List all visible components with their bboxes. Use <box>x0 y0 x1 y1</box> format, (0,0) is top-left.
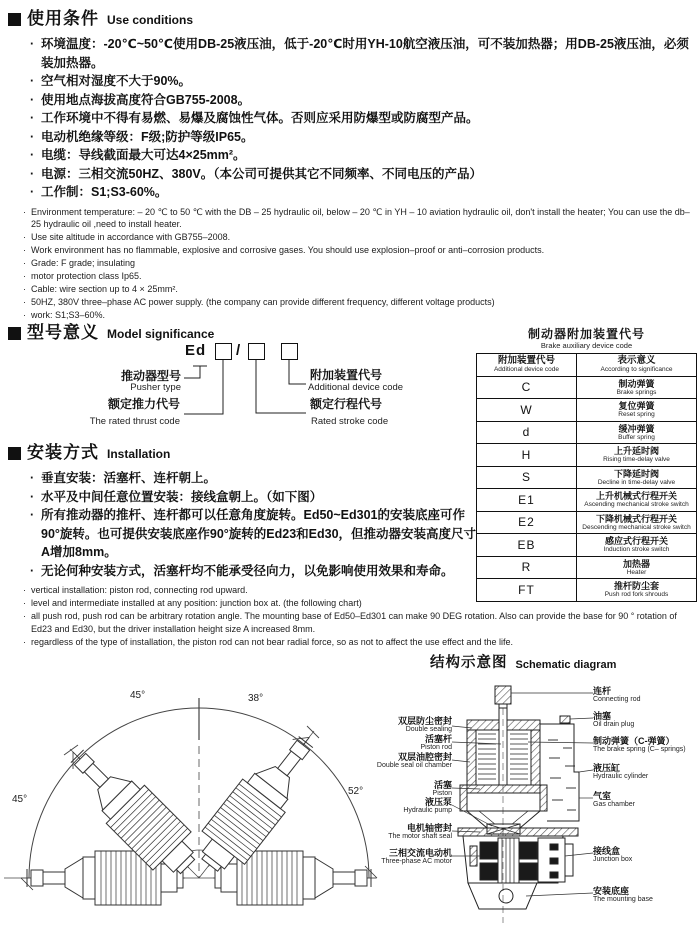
list-item: · 工作环境中不得有易燃、易爆及腐蚀性气体。否则应采用防爆型或防腐型产品。 <box>28 109 694 128</box>
device-meaning <box>576 377 696 399</box>
callout-motor-shaft-seal <box>330 823 452 841</box>
callout-en: Piston <box>432 790 452 797</box>
device-code: FT <box>518 582 535 597</box>
meaning-cn: 上升延时阀 <box>613 446 659 457</box>
table-row <box>477 421 696 444</box>
list-item: · Environment temperature: – 20 ℃ to 50 ℃ with the DB – 25 hydraulic oil, below – 20 ℃ in YH – 10 aviation hydraulic oil, don't install the heater; You can use the db–25 hydraulic oil ,need to install heater. <box>22 206 694 232</box>
callout-cn: 接线盒 <box>593 846 621 856</box>
callout-cn: 气室 <box>593 791 612 801</box>
list-item: · 电缆：导线截面最大可达4×25mm²。 <box>28 146 694 165</box>
brake-table-title-cn: 制动器附加装置代号 <box>527 327 645 341</box>
meaning-cn: 加热器 <box>622 558 650 569</box>
section-use-conditions <box>8 10 694 322</box>
callout-connecting-rod <box>593 686 699 704</box>
meaning-cn: 复位弹簧 <box>618 401 655 412</box>
model-significance-header <box>8 324 470 342</box>
list-item: · motor protection class Ip65. <box>22 270 694 283</box>
brake-table-title <box>476 328 697 350</box>
callout-en: Piston rod <box>420 744 452 751</box>
list-item: · Use site altitude in accordance with GB755–2008. <box>22 231 694 244</box>
schematic-title-en: Schematic diagram <box>515 659 617 671</box>
callout-cn: 液压泵 <box>424 797 452 807</box>
callout-en: Connecting rod <box>593 696 641 703</box>
callout-en: Oil drain plug <box>593 721 635 728</box>
angle-label: 38° <box>248 693 264 704</box>
pusher-type-label-en: Pusher type <box>130 382 181 393</box>
meaning-cn: 下降机械式行程开关 <box>595 513 677 524</box>
list-item: · level and intermediate installed at any position: junction box at. (the following chart) <box>22 597 694 610</box>
callout-double-sealing <box>330 716 452 734</box>
meaning-en: Descending mechanical stroke switch <box>582 523 691 531</box>
installation-en-list <box>22 584 694 649</box>
angle-label: 45° <box>12 794 28 805</box>
meaning-en: Push rod fork shrouds <box>604 591 669 599</box>
meaning-cn: 推杆防尘套 <box>613 581 659 592</box>
callout-cn: 双层油腔密封 <box>397 752 452 762</box>
callout-cn: 电机轴密封 <box>406 823 452 833</box>
table-row <box>477 398 696 421</box>
callout-three-phase-ac-motor <box>330 848 452 866</box>
list-item: · 50HZ, 380V three–phase AC power supply. (the company can provide different frequency, different voltage products) <box>22 296 694 309</box>
list-item: · Grade: F grade; insulating <box>22 257 694 270</box>
installation-title-en: Installation <box>107 447 171 461</box>
meaning-en: Brake springs <box>616 388 657 396</box>
list-item: · 垂直安装：活塞杆、连杆朝上。 <box>28 469 480 488</box>
table-header-row <box>477 354 696 376</box>
section-marker-square <box>8 447 21 460</box>
callout-cn: 油塞 <box>593 711 612 721</box>
device-code: C <box>521 380 532 395</box>
callout-en: Double sealing <box>405 726 452 733</box>
callout-en: Gas chamber <box>593 801 636 808</box>
model-code-slash: / <box>236 342 241 359</box>
angle-label: 45° <box>130 690 146 701</box>
col1-header-en: Additional device code <box>493 366 560 373</box>
meaning-cn: 下降延时阀 <box>613 468 659 479</box>
list-item: · 电源：三相交流50HZ、380V。（本公司可提供其它不同频率、不同电压的产品） <box>28 165 694 184</box>
device-code-label-en: Additional device code <box>308 382 404 393</box>
list-item: · 电动机绝缘等级：F级;防护等级IP65。 <box>28 128 694 147</box>
header-cell <box>576 354 696 376</box>
device-code-label-cn: 附加装置代号 <box>310 368 383 382</box>
callout-en: Three-phase AC motor <box>381 858 452 865</box>
device-code: E2 <box>518 515 535 530</box>
list-item: · 所有推动器的推杆、连杆都可以任意角度旋转。Ed50~Ed301的安装底座可作90°旋转。也可提供安装底座作90°旋转的Ed23和Ed30，但推动器安装高度尺寸A增加8mm。 <box>28 506 480 562</box>
callout-piston-rod <box>330 734 452 752</box>
device-code-box <box>281 343 298 360</box>
col2-header-cn: 表示意义 <box>617 355 656 366</box>
device-code: W <box>520 402 533 417</box>
use-conditions-title-en: Use conditions <box>107 13 194 27</box>
model-title-cn: 型号意义 <box>27 323 99 342</box>
device-code: R <box>521 560 532 575</box>
callout-oil-drain-plug <box>593 711 699 729</box>
table-row <box>477 376 696 399</box>
pusher-type-label-cn: 推动器型号 <box>120 369 181 383</box>
angle-label: 52° <box>348 786 364 797</box>
meaning-en: Buffer spring <box>618 433 655 441</box>
list-item: · 水平及中间任意位置安装：接线盒朝上。（如下图） <box>28 488 480 507</box>
callout-cn: 制动弹簧（C-弹簧） <box>593 736 675 746</box>
list-item: · Work environment has no flammable, explosive and corrosive gases. You should use explosion–proof or anti–corrosion products. <box>22 244 694 257</box>
device-meaning <box>576 422 696 444</box>
section-model-significance <box>8 324 470 442</box>
stroke-code-box <box>248 343 265 360</box>
meaning-en: Reset spring <box>618 411 655 419</box>
callout-cn: 安装底座 <box>593 886 630 896</box>
use-conditions-title-cn: 使用条件 <box>27 9 99 28</box>
use-conditions-header <box>8 10 694 28</box>
thrust-code-label-en: The rated thrust code <box>89 416 180 427</box>
meaning-en: Ascending mechanical stroke switch <box>584 501 689 509</box>
device-code: S <box>521 470 531 485</box>
device-meaning <box>576 399 696 421</box>
meaning-cn: 缓冲弹簧 <box>618 423 655 434</box>
stroke-code-label-cn: 额定行程代号 <box>310 397 383 411</box>
meaning-cn: 感应式行程开关 <box>604 536 668 547</box>
list-item: · vertical installation: piston rod, connecting rod upward. <box>22 584 694 597</box>
col2-header-en: According to significance <box>600 366 673 373</box>
list-item: · work: S1;S3–60%. <box>22 309 694 322</box>
thrust-code-label-cn: 额定推力代号 <box>107 397 180 411</box>
callout-en: Hydraulic cylinder <box>593 773 649 780</box>
meaning-cn: 制动弹簧 <box>618 378 655 389</box>
callout-cn: 活塞 <box>433 780 452 790</box>
callout-cn: 活塞杆 <box>424 734 452 744</box>
callout-en: Double seal oil chamber <box>376 762 452 769</box>
callout-en: Hydraulic pump <box>403 807 452 814</box>
device-code: E1 <box>518 492 535 507</box>
meaning-cn: 上升机械式行程开关 <box>595 491 677 502</box>
model-title-en: Model significance <box>107 327 215 341</box>
stroke-code-label-en: Rated stroke code <box>311 416 389 427</box>
callout-gas-chamber <box>593 791 699 809</box>
schematic-diagrams-area <box>0 678 700 940</box>
device-code: EB <box>517 537 536 552</box>
callout-mounting-base <box>593 886 699 904</box>
use-conditions-cn-list <box>28 35 694 202</box>
callout-en: Junction box <box>593 856 633 863</box>
thrust-code-box <box>215 343 232 360</box>
callout-double-seal-oil-chamber <box>330 752 452 770</box>
mounting-angle-diagram <box>0 678 380 940</box>
callout-cn: 连杆 <box>593 686 612 696</box>
list-item: · all push rod, push rod can be arbitrary rotation angle. The mounting base of Ed50–Ed301 can make 90 DEG rotation. Also can provide the base for 90 ° rotation of Ed23 and Ed30, but the driver installation height size A increased 8mm. <box>22 610 694 636</box>
use-conditions-en-list <box>22 206 694 322</box>
schematic-section-title <box>430 651 616 672</box>
installation-cn-list <box>28 469 480 580</box>
list-item: · regardless of the type of installation, the piston rod can not bear radial force, so as not to affect the use effect and the life. <box>22 636 694 649</box>
model-code-diagram <box>8 344 468 440</box>
callout-hydraulic-pump <box>330 797 452 815</box>
header-cell <box>477 354 576 376</box>
callout-junction-box <box>593 846 699 864</box>
list-item: · 环境温度：-20℃~50℃使用DB-25液压油，低于-20℃时用YH-10航空液压油，可不装加热器；用DB-25液压油，必须装加热器。 <box>28 35 694 72</box>
callout-hydraulic-cylinder <box>593 763 699 781</box>
meaning-en: Rising time-delay valve <box>603 456 670 464</box>
device-code: H <box>521 447 532 462</box>
list-item: · 空气相对湿度不大于90%。 <box>28 72 694 91</box>
list-item: · Cable: wire section up to 4 × 25mm². <box>22 283 694 296</box>
callout-en: The motor shaft seal <box>388 833 452 840</box>
col1-header-cn: 附加装置代号 <box>497 355 555 366</box>
callout-en: The mounting base <box>593 896 653 903</box>
meaning-en: Induction stroke switch <box>603 546 670 554</box>
callout-en: The brake spring (C– springs) <box>593 746 686 753</box>
device-code: d <box>522 425 531 440</box>
brake-table-title-en: Brake auxiliary device code <box>540 341 633 350</box>
callout-piston <box>330 780 452 798</box>
list-item: · 无论何种安装方式，活塞杆均不能承受径向力，以免影响使用效果和寿命。 <box>28 562 480 581</box>
section-marker-square <box>8 13 21 26</box>
callout-cn: 双层防尘密封 <box>397 716 452 726</box>
schematic-title-cn: 结构示意图 <box>430 655 508 671</box>
list-item: · 使用地点海拔高度符合GB755-2008。 <box>28 91 694 110</box>
section-marker-square <box>8 327 21 340</box>
callout-brake-spring <box>593 736 699 754</box>
meaning-en: Decline in time-delay valve <box>597 478 676 486</box>
list-item: · 工作制：S1;S3-60%。 <box>28 183 694 202</box>
callout-cn: 液压缸 <box>593 763 621 773</box>
callout-cn: 三相交流电动机 <box>388 848 452 858</box>
model-code-prefix: Ed <box>185 342 207 359</box>
meaning-en: Heater <box>626 568 647 576</box>
section-installation <box>8 444 696 649</box>
installation-header <box>8 444 696 462</box>
installation-title-cn: 安装方式 <box>27 443 99 462</box>
